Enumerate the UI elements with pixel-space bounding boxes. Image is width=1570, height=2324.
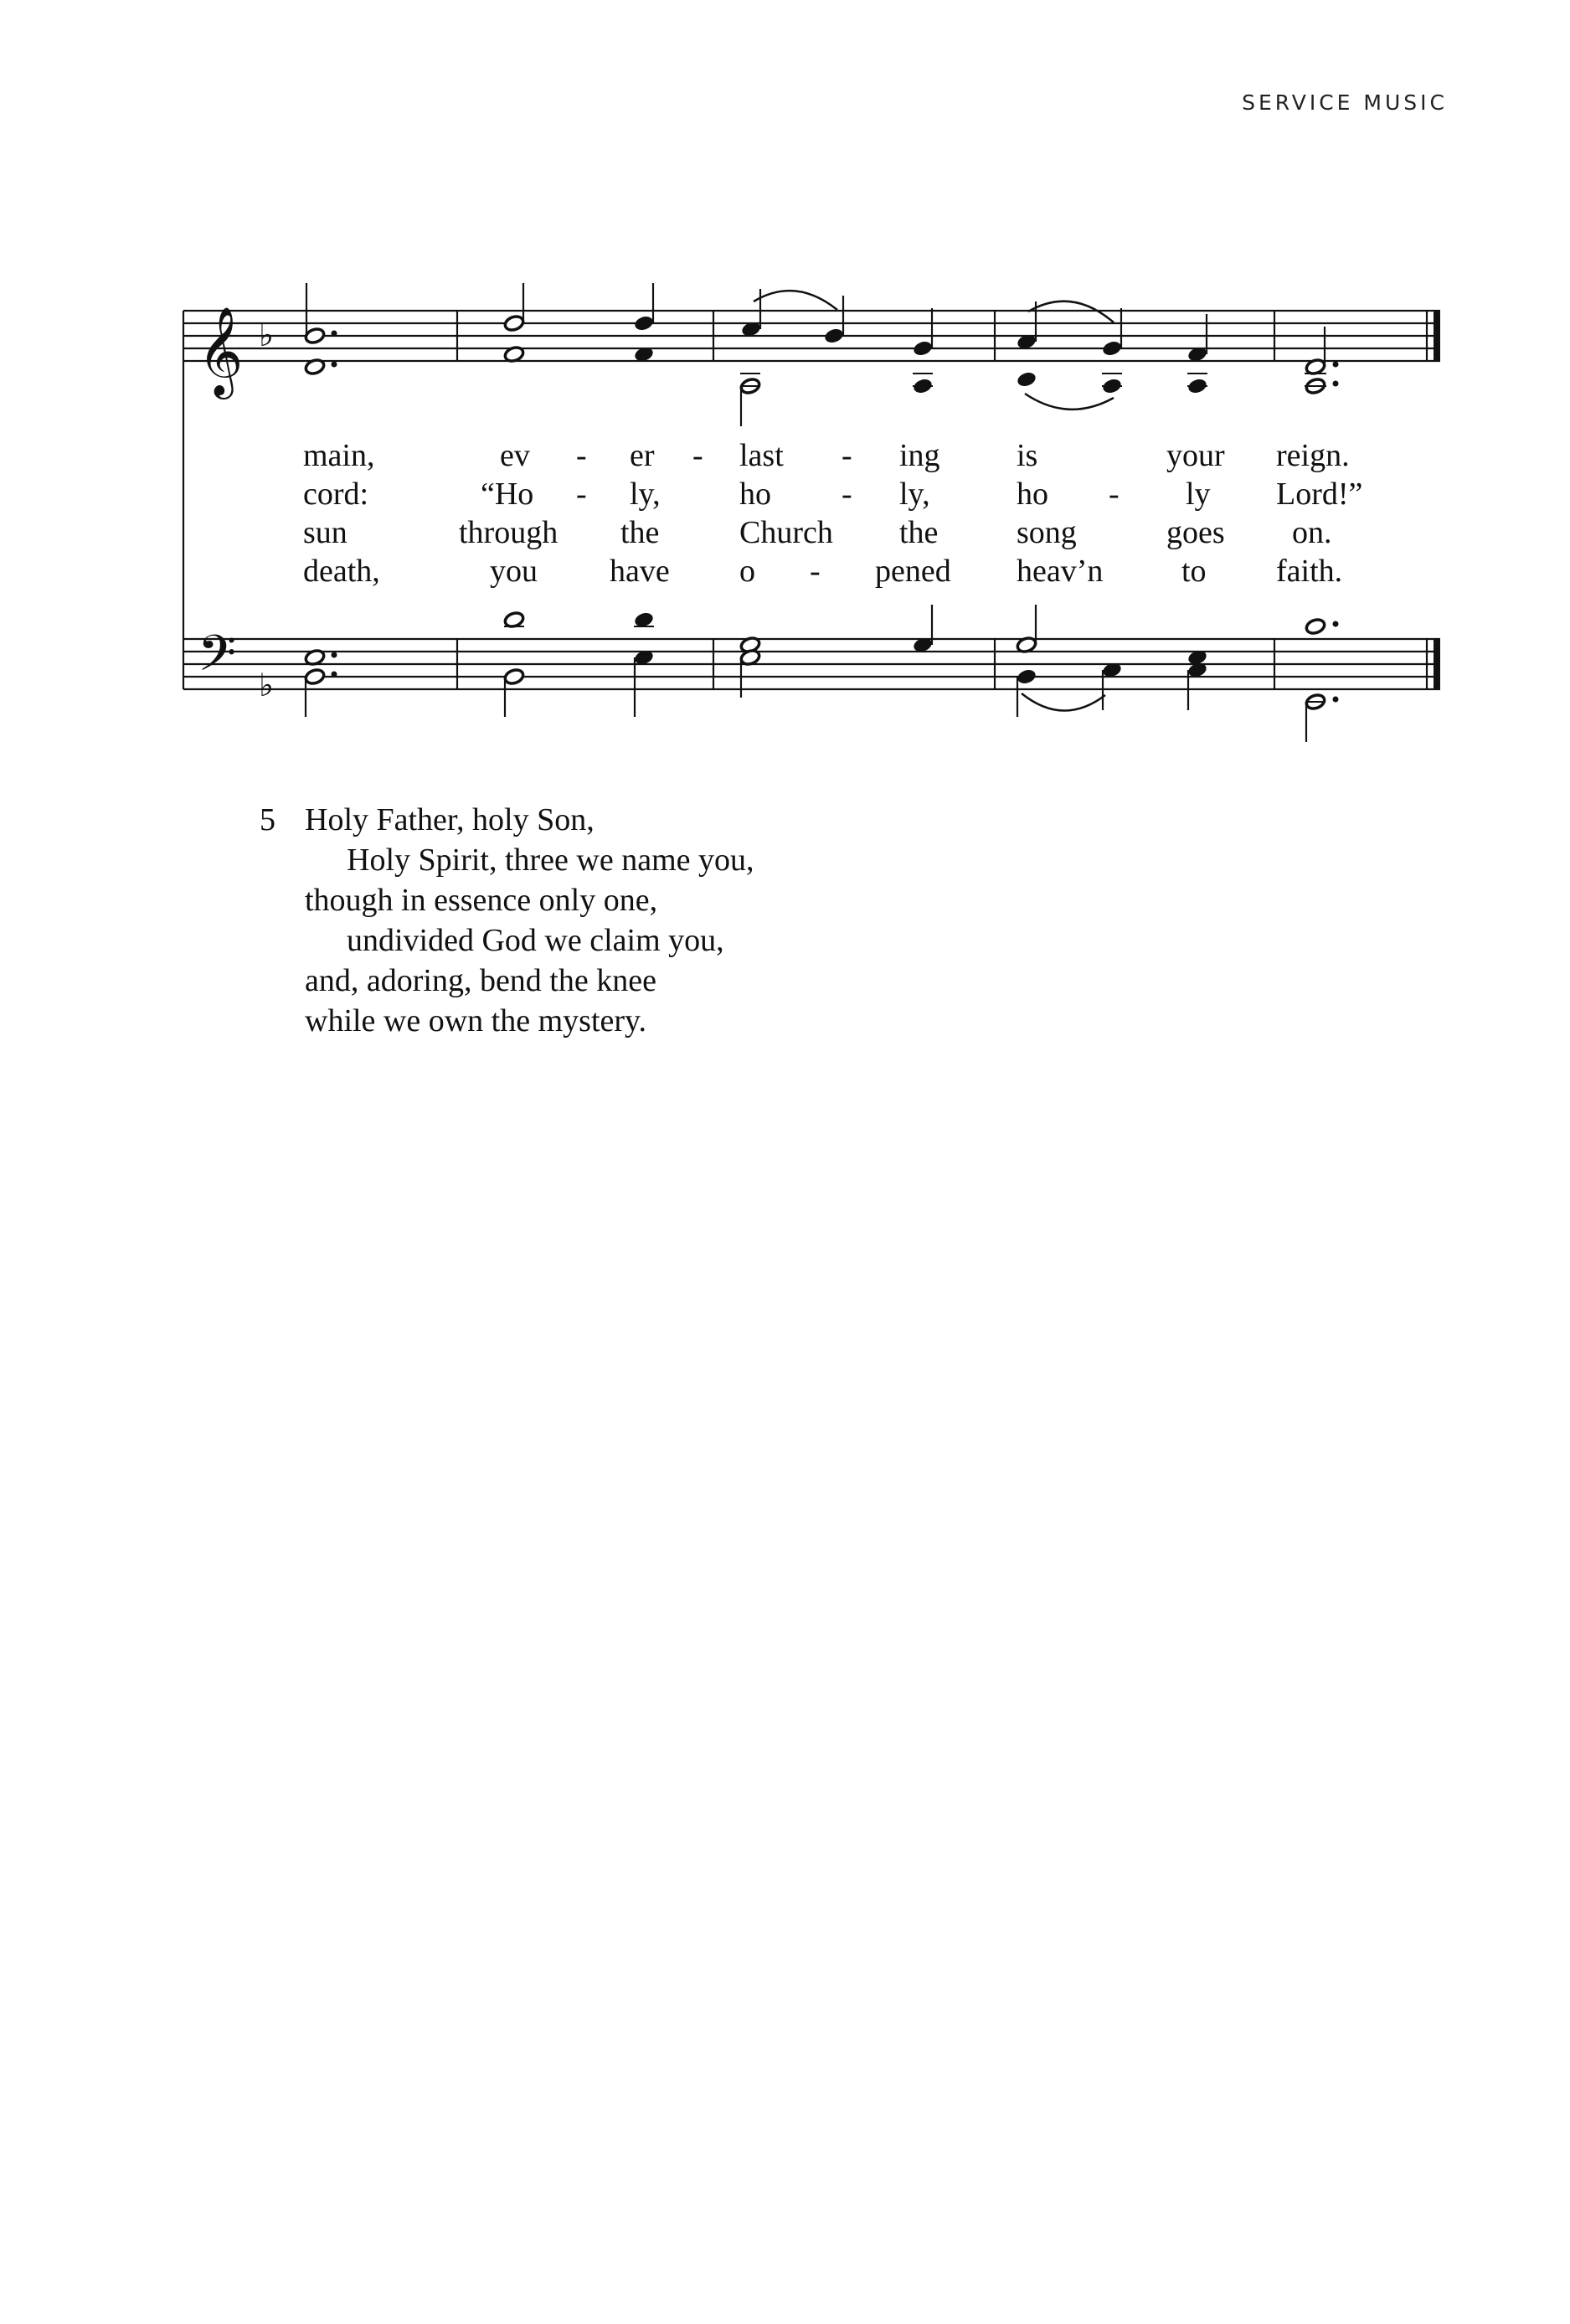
lyric-syllable: ly, (899, 477, 930, 512)
slur (1028, 301, 1114, 322)
lyric-syllable: reign. (1276, 438, 1350, 473)
lyric-syllable: - (842, 438, 852, 473)
lyric-syllable: the (620, 515, 660, 550)
note-quarter (1016, 667, 1037, 686)
lyric-syllable: - (1109, 477, 1120, 512)
lyric-syllable: death, (303, 554, 380, 589)
lyric-syllable: - (692, 438, 703, 473)
music-score (0, 0, 1570, 754)
note-quarter (633, 314, 655, 332)
note-quarter (823, 327, 845, 345)
lyric-syllable: ly (1186, 477, 1211, 512)
treble-flat-icon: ♭ (259, 317, 274, 353)
lyric-syllable: the (899, 515, 939, 550)
lyric-syllable: heav’n (1017, 554, 1104, 589)
slur (1025, 394, 1114, 410)
slur (754, 291, 837, 310)
slur (1022, 693, 1105, 711)
lyric-syllable: main, (303, 438, 375, 473)
verse-line: while we own the mystery. (305, 1003, 647, 1038)
note-quarter (912, 339, 934, 358)
lyric-syllable: ly, (630, 477, 661, 512)
treble-staff (183, 311, 1440, 361)
verse-line: Holy Spirit, three we name you, (347, 843, 754, 878)
section-title: SERVICE MUSIC (1242, 90, 1448, 115)
lyric-syllable: your (1166, 438, 1225, 473)
bass-notes (304, 605, 1338, 742)
treble-notes (304, 283, 1339, 426)
lyric-syllable: through (459, 515, 559, 550)
lyric-syllable: cord: (303, 477, 369, 512)
verse-line: and, adoring, bend the knee (305, 963, 656, 998)
verse-line: undivided God we claim you, (347, 923, 724, 958)
lyric-syllable: sun (303, 515, 347, 550)
lyric-syllable: - (576, 477, 587, 512)
lyric-syllable: Lord!” (1276, 477, 1363, 512)
lyric-syllable: ing (899, 438, 940, 473)
bass-clef-icon: 𝄢 (198, 624, 237, 694)
lyric-syllable: - (842, 477, 852, 512)
lyric-syllable: song (1017, 515, 1077, 550)
lyric-syllable: er (630, 438, 655, 473)
note-half (304, 667, 326, 686)
lyric-syllable: ev (500, 438, 530, 473)
note-quarter (1016, 370, 1037, 389)
bass-flat-icon: ♭ (259, 667, 274, 703)
lyric-syllable: goes (1166, 515, 1225, 550)
lyric-syllable: faith. (1276, 554, 1343, 589)
lyric-syllable: ho (1017, 477, 1048, 512)
verse-line: Holy Father, holy Son, (305, 802, 595, 837)
verse-line: though in essence only one, (305, 883, 658, 918)
verse-number: 5 (260, 802, 275, 837)
lyric-syllable: - (810, 554, 821, 589)
lyric-syllable: “Ho (481, 477, 534, 512)
note-quarter (1101, 339, 1123, 358)
lyric-syllable: ho (739, 477, 771, 512)
lyric-syllable: last (739, 438, 784, 473)
lyric-syllable: - (576, 438, 587, 473)
note-half (503, 667, 525, 686)
lyric-syllable: have (610, 554, 670, 589)
lyric-syllable: o (739, 554, 755, 589)
lyric-syllable: is (1017, 438, 1038, 473)
lyrics (303, 438, 1362, 589)
note-half (1305, 617, 1326, 636)
lyric-syllable: you (490, 554, 538, 589)
lyric-syllable: to (1181, 554, 1207, 589)
lyric-syllable: on. (1292, 515, 1332, 550)
final-barline (1434, 311, 1440, 689)
treble-clef-icon: 𝄞 (198, 306, 244, 395)
lyric-syllable: pened (875, 554, 951, 589)
bass-staff (183, 639, 1440, 689)
lyric-syllable: Church (739, 515, 833, 550)
note-half (503, 314, 525, 332)
